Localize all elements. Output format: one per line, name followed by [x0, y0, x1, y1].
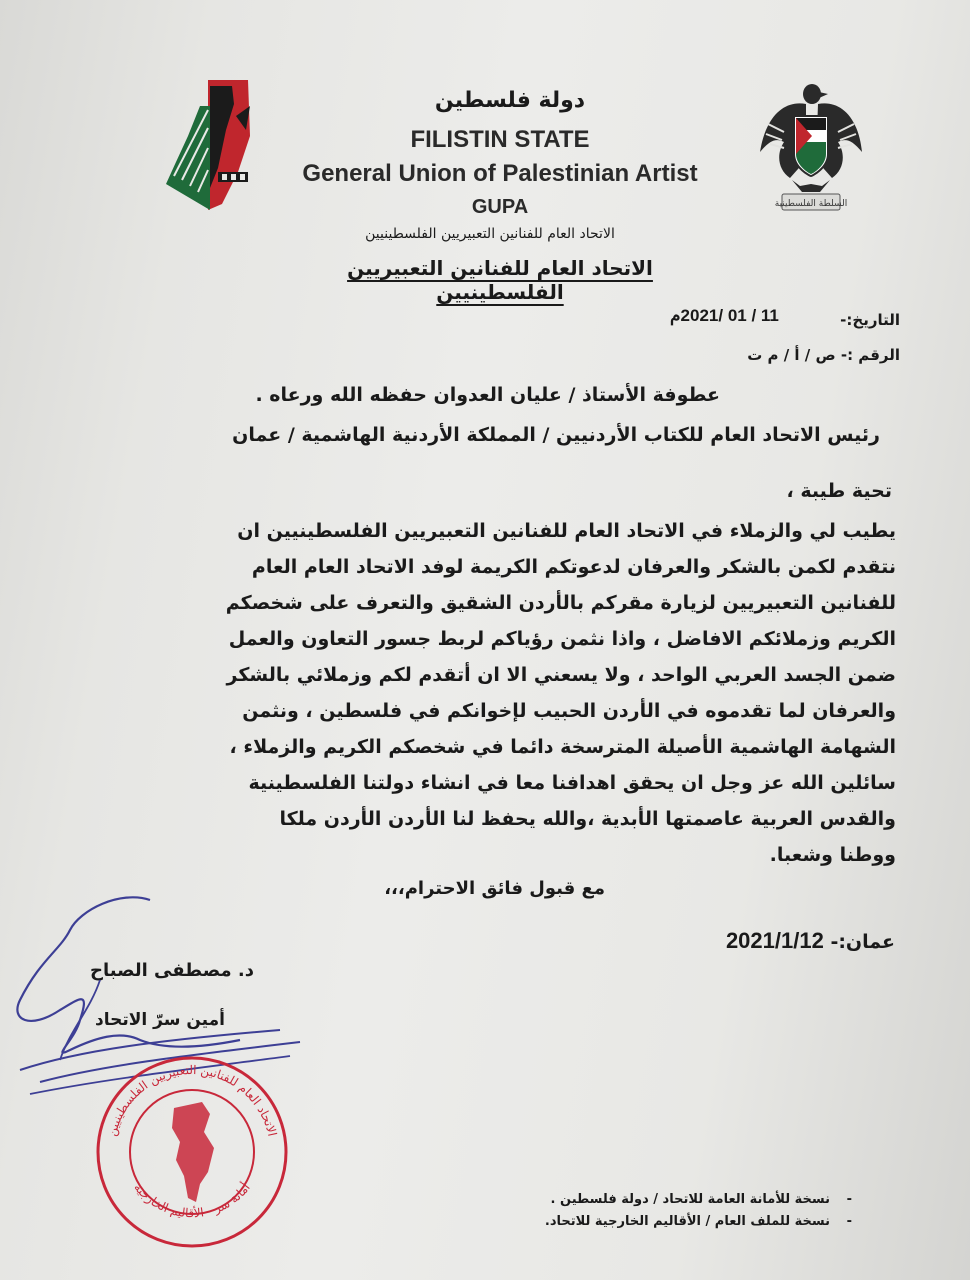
date-label: التاريخ:-: [840, 311, 900, 329]
english-union-heading: General Union of Palestinian Artist: [302, 160, 698, 187]
copy-recipient-2: نسخة للملف العام / الأقاليم الخارجية للاتحاد.: [544, 1214, 830, 1229]
emblem-caption: السلطة الفلسطينية: [774, 199, 848, 209]
arabic-union-title: الاتحاد العام للفنانين التعبيريين الفلسطينيين: [347, 256, 653, 304]
copy-bullet: -: [846, 1192, 852, 1207]
date-value: 11 / 01 /2021م: [670, 306, 779, 325]
body-line: والقدس العربية عاصمتها الأبدية ،والله يحفظ لنا الأردن الأردن ملكا: [279, 808, 896, 830]
body-line: ضمن الجسد العربي الواحد ، ولا يسعني الا ان أتقدم لكم وزملائي بالشكر: [226, 664, 896, 686]
reference-label: الرقم :- ص / أ / م ت: [747, 346, 900, 364]
official-stamp-icon: [92, 1052, 292, 1252]
body-line: نتقدم لكمن بالشكر والعرفان لدعوتكم الكريمة لوفد الاتحاد العام العام: [251, 556, 896, 578]
addressee-line-1: عطوفة الأستاذ / عليان العدوان حفظه الله ورعاه .: [255, 384, 720, 406]
english-state-heading: FILISTIN STATE: [410, 126, 590, 153]
closing-line: مع قبول فائق الاحترام،،،: [384, 878, 605, 899]
signatory-name: د. مصطفى الصباح: [90, 960, 254, 981]
arabic-union-subheading: الاتحاد العام للفنانين التعبيريين الفلسطينيين: [365, 226, 615, 242]
stamp-inner-text: أمانة سر - الأقاليم الخارجية: [131, 1180, 253, 1221]
body-line: يطيب لي والزملاء في الاتحاد العام للفنانين التعبيريين الفلسطينيين ان: [237, 520, 896, 542]
body-line: ووطنا وشعبا.: [769, 844, 896, 866]
arabic-state-heading: دولة فلسطين: [434, 88, 586, 113]
addressee-line-2: رئيس الاتحاد العام للكتاب الأردنيين / المملكة الأردنية الهاشمية / عمان: [232, 424, 880, 446]
letter-date: 2021/1/12: [725, 928, 824, 953]
body-line: سائلين الله عز وجل ان يحقق اهدافنا معا في انشاء دولتنا الفلسطينية: [248, 772, 896, 794]
body-line: والعرفان لما تقدموه في الأردن الحبيب لإخوانكم في فلسطين ، ونثمن: [242, 700, 896, 722]
body-line: الشهامة الهاشمية الأصيلة المترسخة دائما في شخصكم الكريم والزملاء ،: [229, 736, 896, 758]
place-label: عمان:-: [830, 931, 895, 953]
copy-bullet: -: [846, 1214, 852, 1229]
stamp-outer-text: الاتحاد العام للفنانين التعبيريين الفلسطينيين: [104, 1062, 280, 1138]
palestine-eagle-emblem-icon: [756, 80, 866, 220]
acronym-heading: GUPA: [471, 196, 529, 218]
copy-recipient-1: نسخة للأمانة العامة للاتحاد / دولة فلسطين .: [550, 1192, 830, 1207]
greeting: تحية طيبة ،: [786, 480, 892, 502]
place-date: [726, 928, 895, 954]
body-line: للفنانين التعبيريين لزيارة مقركم بالأردن الشقيق والتعرف على شخصكم: [225, 592, 896, 614]
signatory-title: أمين سرّ الاتحاد: [95, 1010, 225, 1030]
body-line: الكريم وزملائكم الافاضل ، واذا نثمن رؤياكم لربط جسور التعاون والعمل: [228, 628, 896, 650]
